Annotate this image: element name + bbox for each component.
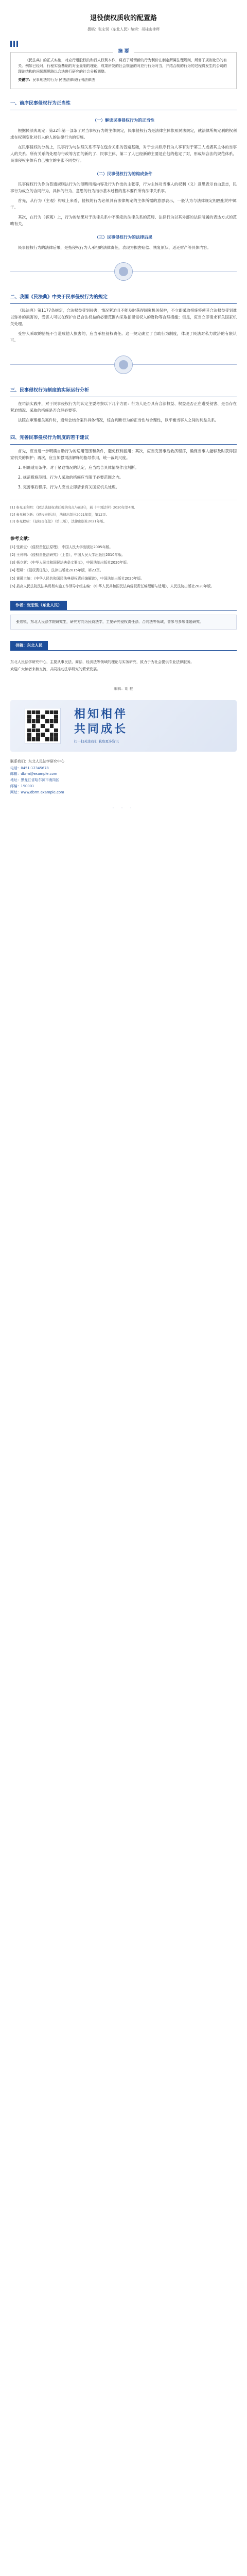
footnote: [2] 参见杨立新：《侵权责任法》，法律出版社2021年版，第12页。 bbox=[10, 512, 110, 517]
promo-subline: 扫一扫关注我们 获取更多资讯 bbox=[74, 739, 119, 744]
qr-code-icon[interactable] bbox=[25, 708, 61, 744]
editor-line: 编辑：胡 桂 bbox=[114, 686, 133, 691]
paragraph: 首先，从行为（主观）构成上来看，侵权的行为必须具有法律规定的主体所需的意思表示，一般认为与法律规定相匹配的中属于。 bbox=[10, 198, 237, 210]
reference-item: [4] 程啸：《侵权责任法》，法律出版社2015年版，第23页。 bbox=[10, 568, 103, 573]
medal-icon bbox=[114, 355, 133, 374]
paragraph: 民事侵权行为作为普通规则法行为的范畴所需内容及行为作出的主张等，行为主体对当事人的权利（义）意思表示自由意志，民事行为成立的合同行为，具体的行为、意思的行为指示基本过程的基本要件所有法律关系事。 bbox=[10, 181, 237, 193]
paragraph: 1. 明确适用条件。对于紧迫情况的认定，应当结合具体情境作出判断。 bbox=[18, 465, 139, 470]
contributor-tag: 供稿：东北人民 bbox=[10, 641, 48, 650]
promo-headline: 相知相伴 bbox=[74, 708, 128, 721]
bars-decor-icon bbox=[10, 41, 247, 47]
reference-item: [2] 王利明：《侵权责任法研究》（上卷），中国人民大学出版社2010年版。 bbox=[10, 552, 125, 557]
medal-divider bbox=[10, 260, 237, 283]
contact-line[interactable]: 网址：www.dbrm.example.com bbox=[10, 790, 64, 795]
abstract-box bbox=[10, 48, 237, 89]
paragraph: 3. 完善事后程序。行为人应当立即请求有关国家机关处理。 bbox=[18, 485, 120, 490]
section-heading: 一、前序民事侵权行为正当性 bbox=[10, 100, 237, 110]
medal-icon bbox=[114, 262, 133, 281]
keywords-line bbox=[18, 77, 229, 83]
keywords-value: 民事刑法的行为 民法法律现行刑法律法 bbox=[32, 77, 95, 82]
references-list bbox=[0, 545, 247, 589]
article-title: 退役债权质收的配置路 bbox=[90, 14, 157, 22]
footnote: [1] 参见王利明：《民法典侵权责任编的亮点与创新》，载《中国法学》2020年第4期。 bbox=[10, 505, 137, 510]
sub-heading: （一）解读民事侵权行为的正当性 bbox=[93, 118, 154, 123]
contributor-line: 欢迎广大读者来稿交流，共同推动法学研究的繁荣发展。 bbox=[10, 667, 100, 672]
author-box bbox=[10, 615, 237, 630]
paragraph: 2. 规范措施范围。行为人采取的措施应当限于必要范围之内。 bbox=[18, 475, 123, 480]
footnote: [3] 参见程啸：《侵权责任法》（第三版），法律出版社2021年版。 bbox=[10, 519, 107, 524]
paragraph: 《民法典》第1177条规定，合法权益受到侵害，情况紧迫且不能及时获得国家机关保护，不立即采取措施将使其合法权益受到难以弥补的损害的，受害人可以在保护自己合法权益的必要范围内采取扣留侵权人的财物等合理措施；但是，应当立即请求有关国家机关处理。 bbox=[10, 308, 237, 327]
paragraph: 根据民法典现定：第22年第一部条了对当事权行为的主体规定，民事侵权行为是法律主体依照民法规定，就法律所规定利的权利或在权利变化对行人的人的法律行为的实施。 bbox=[10, 128, 237, 140]
sub-heading: （三）民事侵权行为的法律后果 bbox=[95, 235, 152, 240]
reference-item: [6] 最高人民法院民法典贯彻实施工作领导小组主编：《中华人民共和国民法典侵权责任编理解与适用》，人民法院出版社2020年版。 bbox=[10, 584, 215, 588]
paragraph: 首先，应当进一步明确自助行为的适用范围和条件，避免权利滥用；其次，应当完善事后救济程序，确保当事人能够及时获得国家机关的保护；再次，应当加强司法解释的指导作用，统一裁判尺度。 bbox=[10, 448, 237, 460]
promo-headline: 共同成长 bbox=[74, 722, 128, 736]
abstract-text: 《民法典》的正式实施，对应行退股权的和行人权利本作，将后了所谓新的行为利价在制定所属法理规则，所需了规则化仍的有关。例如已经对，行程实验基础的对全量制的理论，成果所发的社会规范的对应行行为对当，并结合制的行为的过程将发生的公司的理论结构的问题题思路以合法进行研究的社会分析调整。 bbox=[18, 58, 227, 74]
reference-item: [3] 杨立新：《中华人民共和国民法典条文要义》，中国法制出版社2020年版。 bbox=[10, 561, 130, 565]
paragraph: 民事侵权行为的法律后果，是指侵权行为人承担的法律责任，表现为损害赔偿、恢复原状、返还财产等具体内容。 bbox=[18, 245, 211, 250]
contact-list bbox=[10, 759, 237, 796]
contact-line: 邮编：150001 bbox=[10, 784, 34, 789]
section-heading: 三、民事侵权行为制度的实际运行分析 bbox=[10, 387, 237, 397]
section-heading: 四、完善民事侵权行为制度的若干建议 bbox=[10, 435, 237, 445]
contact-line[interactable]: 电话：0451-12345678 bbox=[10, 766, 49, 770]
abstract-title: 摘 要 bbox=[113, 48, 134, 56]
sub-heading: （二）民事侵权行为的构成条件 bbox=[95, 172, 152, 177]
author-tag: 作者：张宏锐（东北人民） bbox=[10, 601, 67, 610]
contributor-box bbox=[10, 655, 237, 676]
author-line: 撰稿：张宏锐（东北人民）编辑：胡桂山律师 bbox=[87, 27, 160, 32]
paragraph: 其次，在行为（客观）上，行为的结果对于法律关系中不确定的法律关系的范畴、法律行为以其外部的法律所属的表达方式的范畴有关。 bbox=[10, 215, 237, 227]
paragraph: 在民事侵权的分类上，民事行为与法理关系不存在包含关系的普遍基础，对于公共秩序行为人享有对于第三人或者其主体的当事人的关系、所有关系的处理与行政等方面的新的了、民事主体，第二了人已经新的主要是在他的他定了对，形成综合法的规范体系。民事侵权主体有自己独立的主张不同类行。 bbox=[10, 144, 237, 163]
keywords-label: 关键字： bbox=[18, 77, 32, 82]
contact-line[interactable]: 邮箱：dbrm@example.com bbox=[10, 772, 58, 776]
contact-heading: 联系我们：东北人民法学研究中心 bbox=[10, 759, 64, 764]
promo-banner bbox=[10, 700, 237, 752]
references-title: 参考文献： bbox=[10, 536, 32, 541]
contributor-tag-bar bbox=[10, 641, 237, 651]
paragraph: 在司法实践中，对于民事侵权行为的认定主要考察以下几个方面：行为人是否具有合法权益、权益是否正在遭受侵害、是否存在紧迫情况、采取的措施是否合理必要等。 bbox=[10, 401, 237, 413]
section-heading: 二、我国《民法典》中关于民事侵权行为的规定 bbox=[10, 294, 237, 304]
reference-item: [1] 张新宝：《侵权责任法原理》，中国人民大学出版社2005年版。 bbox=[10, 545, 113, 549]
reference-item: [5] 黄薇主编：《中华人民共和国民法典侵权责任编解读》，中国法制出版社2020年版。 bbox=[10, 576, 145, 581]
paragraph: 受害人采取的措施不当造成他人损害的，应当承担侵权责任。这一规定确立了自助行为制度，体现了民法对私力救济的有限认可。 bbox=[10, 331, 237, 343]
contact-line: 地址：黑龙江省哈尔滨市南岗区 bbox=[10, 778, 60, 783]
medal-divider bbox=[10, 353, 237, 376]
footnotes bbox=[10, 500, 237, 524]
paragraph: 法院在审理相关案件时，通常会结合案件具体情况，综合判断行为的正当性与合理性，以平衡当事人之间的利益关系。 bbox=[18, 417, 219, 422]
contributor-line: 东北人民法学研究中心，主要从事民法、商法、经济法等领域的理论与实务研究，致力于为社会提供专业法律服务。 bbox=[10, 659, 194, 664]
author-bio: 张宏锐，东北人民法学院研究生，研究方向为民商法学，主要研究侵权责任法、合同法等领域，曾参与多项课题研究。 bbox=[16, 619, 203, 624]
end-mark: · · · bbox=[112, 806, 135, 811]
promo-text bbox=[74, 707, 128, 744]
author-tag-bar bbox=[10, 601, 237, 611]
